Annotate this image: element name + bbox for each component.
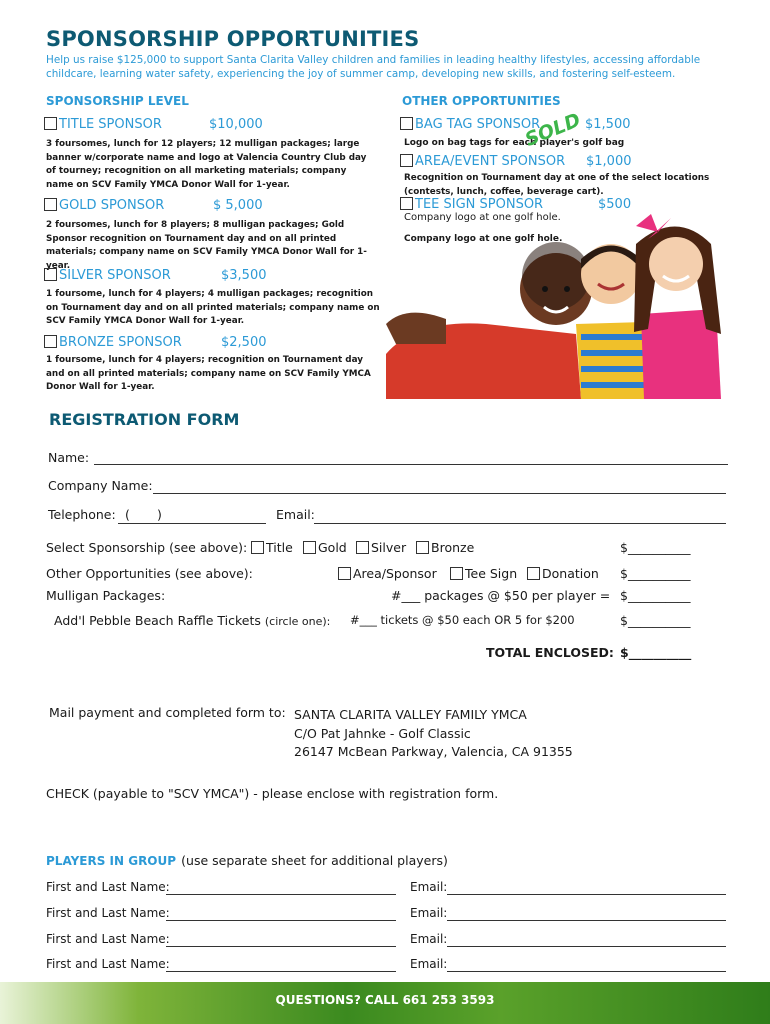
sponsorship-amount[interactable]: $__________: [620, 540, 691, 555]
player-1-name-field[interactable]: [166, 894, 396, 895]
company-label: Company Name:: [48, 478, 153, 493]
bronze-sponsor-price: $2,500: [221, 335, 267, 350]
bronze-sponsor-option[interactable]: [44, 335, 182, 350]
area-event-desc: Recognition on Tournament day at one of the select locations (contests, lunch, coffee, beverage cart).: [404, 173, 710, 197]
title-sponsor-price: $10,000: [209, 117, 263, 132]
raffle-note: (circle one):: [264, 615, 331, 628]
gold-sponsor-option[interactable]: [44, 198, 164, 213]
name-field[interactable]: [94, 464, 728, 465]
bronze-sponsor-checkbox[interactable]: [44, 335, 57, 348]
mail-address-line1: SANTA CLARITA VALLEY FAMILY YMCA: [294, 707, 527, 722]
sponsorship-level-heading: SPONSORSHIP LEVEL: [46, 94, 189, 108]
player-3-email-label: Email:: [410, 932, 448, 946]
tel-open-paren: (: [125, 507, 130, 522]
title-sponsor-label: TITLE SPONSOR: [59, 117, 162, 132]
player-2-email-field[interactable]: [447, 920, 726, 921]
players-heading-note: (use separate sheet for additional players): [181, 853, 448, 868]
players-heading: [46, 850, 448, 869]
raffle-text[interactable]: #___ tickets @ $50 each OR 5 for $200: [350, 613, 575, 627]
tel-close-paren: ): [157, 507, 162, 522]
total-enclosed-amount[interactable]: $__________: [620, 645, 692, 660]
other-teesign-option[interactable]: [450, 566, 517, 581]
area-event-checkbox[interactable]: [400, 154, 413, 167]
select-sponsorship-label: Select Sponsorship (see above):: [46, 540, 248, 555]
gold-sponsor-checkbox[interactable]: [44, 198, 57, 211]
other-teesign-label: Tee Sign: [465, 566, 518, 581]
select-gold-checkbox[interactable]: [303, 541, 316, 554]
mulligan-amount[interactable]: $__________: [620, 588, 691, 603]
silver-sponsor-label: SILVER SPONSOR: [59, 268, 171, 283]
player-4-name-label: First and Last Name:: [46, 957, 170, 971]
player-1-name-label: First and Last Name:: [46, 880, 170, 894]
bag-tag-option[interactable]: [400, 117, 540, 132]
select-gold-option[interactable]: [303, 540, 347, 555]
player-1-email-label: Email:: [410, 880, 448, 894]
player-4-name-field[interactable]: [166, 971, 396, 972]
select-title-option[interactable]: [251, 540, 293, 555]
other-area-option[interactable]: [338, 566, 437, 581]
player-2-name-field[interactable]: [166, 920, 396, 921]
select-gold-label: Gold: [318, 540, 347, 555]
title-sponsor-option[interactable]: [44, 117, 162, 132]
player-1-email-field[interactable]: [447, 894, 726, 895]
page-title: SPONSORSHIP OPPORTUNITIES: [46, 27, 420, 51]
raffle-label: [54, 613, 330, 628]
mail-label: Mail payment and completed form to:: [49, 705, 286, 720]
area-event-price: $1,000: [586, 154, 632, 169]
other-donation-option[interactable]: [527, 566, 599, 581]
registration-form-title: REGISTRATION FORM: [49, 410, 240, 429]
tee-sign-checkbox[interactable]: [400, 197, 413, 210]
other-area-label: Area/Sponsor: [353, 566, 437, 581]
player-4-email-label: Email:: [410, 957, 448, 971]
player-3-name-label: First and Last Name:: [46, 932, 170, 946]
area-event-option[interactable]: [400, 154, 565, 169]
other-opportunities-heading: OTHER OPPORTUNITIES: [402, 94, 561, 108]
select-title-label: Title: [266, 540, 293, 555]
area-event-label: AREA/EVENT SPONSOR: [415, 154, 566, 169]
bag-tag-price: $1,500: [585, 117, 631, 132]
player-2-email-label: Email:: [410, 906, 448, 920]
silver-sponsor-option[interactable]: [44, 268, 171, 283]
player-4-email-field[interactable]: [447, 971, 726, 972]
select-title-checkbox[interactable]: [251, 541, 264, 554]
mulligan-text: #___ packages @ $50 per player =: [391, 588, 611, 603]
email-field[interactable]: [314, 523, 726, 524]
raffle-title: Add'l Pebble Beach Raffle Tickets: [54, 613, 261, 628]
telephone-field[interactable]: [118, 523, 266, 524]
bag-tag-checkbox[interactable]: [400, 117, 413, 130]
gold-sponsor-label: GOLD SPONSOR: [59, 198, 165, 213]
footer-questions: QUESTIONS? CALL 661 253 3593: [275, 993, 495, 1007]
name-label: Name:: [48, 450, 90, 465]
other-amount[interactable]: $__________: [620, 566, 691, 581]
other-area-checkbox[interactable]: [338, 567, 351, 580]
gold-sponsor-desc: 2 foursomes, lunch for 8 players; 8 mulligan packages; Gold Sponsor recognition on Tournament day and on all printed materials; company name on SCV Family YMCA Donor Wall for 1-year.: [46, 220, 367, 271]
select-silver-checkbox[interactable]: [356, 541, 369, 554]
email-label: Email:: [276, 507, 315, 522]
total-enclosed-label: TOTAL ENCLOSED:: [486, 645, 614, 660]
other-donation-checkbox[interactable]: [527, 567, 540, 580]
tee-sign-option[interactable]: [400, 197, 543, 212]
sold-stamp: SOLD: [521, 108, 584, 152]
select-bronze-option[interactable]: [416, 540, 474, 555]
select-bronze-checkbox[interactable]: [416, 541, 429, 554]
silver-sponsor-checkbox[interactable]: [44, 268, 57, 281]
silver-sponsor-price: $3,500: [221, 268, 267, 283]
other-teesign-checkbox[interactable]: [450, 567, 463, 580]
tee-sign-desc: Company logo at one golf hole.: [404, 212, 561, 223]
select-bronze-label: Bronze: [431, 540, 475, 555]
tee-sign-price: $500: [598, 197, 632, 212]
select-silver-option[interactable]: [356, 540, 406, 555]
title-sponsor-desc: 3 foursomes, lunch for 12 players; 12 mulligan packages; large banner w/corporate name and logo at Valencia Country Club day of tourney; recognition on all marketing materials; company name on SCV Family YMCA Donor Wall for 1-year.: [46, 139, 367, 190]
other-donation-label: Donation: [542, 566, 599, 581]
mulligan-label: Mulligan Packages:: [46, 588, 166, 603]
tee-sign-desc-bold: Company logo at one golf hole.: [404, 234, 563, 244]
telephone-label: Telephone:: [48, 507, 116, 522]
players-heading-title: PLAYERS IN GROUP: [46, 854, 177, 868]
company-field[interactable]: [153, 493, 726, 494]
other-opportunities-label: Other Opportunities (see above):: [46, 566, 253, 581]
gold-sponsor-price: $ 5,000: [213, 198, 263, 213]
raffle-amount[interactable]: $__________: [620, 613, 691, 628]
player-2-name-label: First and Last Name:: [46, 906, 170, 920]
silver-sponsor-desc: 1 foursome, lunch for 4 players; 4 mulligan packages; recognition on Tournament day and on all printed materials; company name on SCV Family YMCA Donor Wall for 1-year.: [46, 289, 380, 327]
bag-tag-desc: Logo on bag tags for each player's golf bag: [404, 138, 625, 148]
mail-address-line2: C/O Pat Jahnke - Golf Classic: [294, 726, 471, 741]
tee-sign-label: TEE SIGN SPONSOR: [415, 197, 544, 212]
player-3-name-field[interactable]: [166, 946, 396, 947]
player-3-email-field[interactable]: [447, 946, 726, 947]
bag-tag-label: BAG TAG SPONSOR: [415, 117, 541, 132]
title-sponsor-checkbox[interactable]: [44, 117, 57, 130]
bronze-sponsor-desc: 1 foursome, lunch for 4 players; recognition on Tournament day and on all printed materials; company name on SCV Family YMCA Donor Wall for 1-year.: [46, 355, 371, 393]
mail-address-line3: 26147 McBean Parkway, Valencia, CA 91355: [294, 744, 573, 759]
select-silver-label: Silver: [371, 540, 407, 555]
check-instructions: CHECK (payable to "SCV YMCA") - please enclose with registration form.: [46, 786, 499, 801]
children-photo: [386, 214, 734, 399]
intro-text: Help us raise $125,000 to support Santa Clarita Valley children and families in leading healthy lifestyles, accessing affordable childcare, learning water safety, experiencing the joy of summer camp, developing new skills, and fostering self-esteem.: [46, 54, 701, 80]
bronze-sponsor-label: BRONZE SPONSOR: [59, 335, 182, 350]
